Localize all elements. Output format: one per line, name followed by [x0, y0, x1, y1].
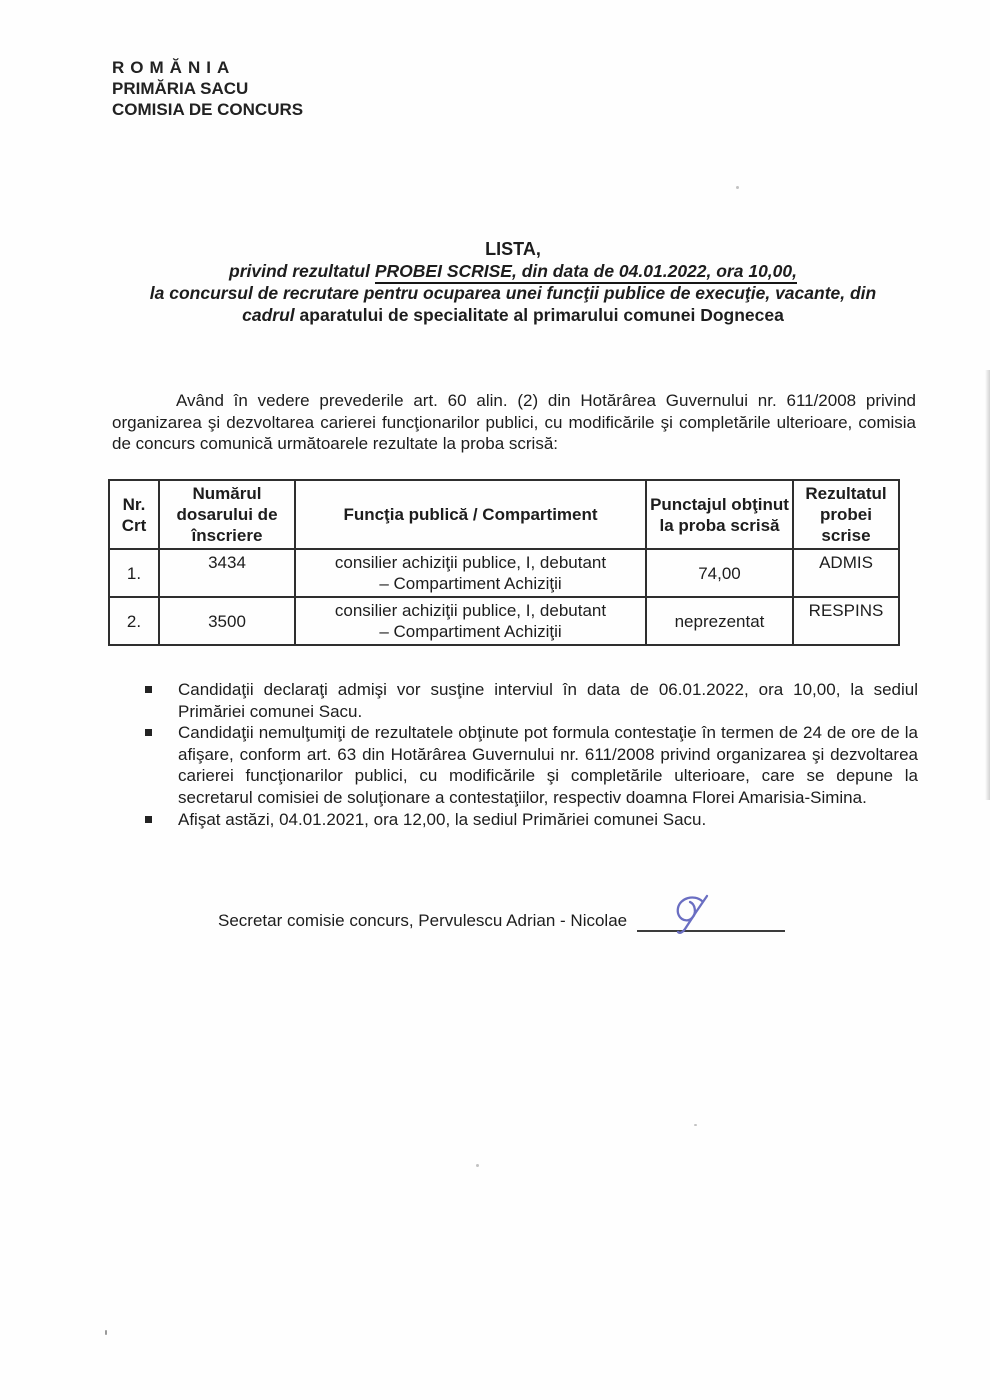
title-closing-line [36, 304, 990, 326]
note-afisare: Afişat astăzi, 04.01.2021, ora 12,00, la sediul Primăriei comunei Sacu. [178, 809, 707, 829]
scan-noise-speck [476, 1164, 479, 1167]
title-subject-underlined: PROBEI SCRISE, din data de 04.01.2022, ora 10,00, [375, 261, 797, 284]
note-interview: Candidaţii declaraţi admişi vor susţine interviul în data de 06.01.2022, ora 10,00, la sediul Primăriei comunei Sacu. [178, 680, 918, 721]
col-header-punctaj: Punctajul obţinut la proba scrisă [646, 480, 793, 549]
letterhead-institution: PRIMĂRIA SACU [112, 79, 249, 98]
handwritten-signature-mark [661, 892, 721, 940]
title-closing-rest: aparatului de specialitate al primarului comunei Dognecea [299, 305, 784, 325]
cell-punctaj: 74,00 [646, 549, 793, 597]
col-header-nr-crt: Nr. Crt [109, 480, 159, 549]
header-row [109, 480, 899, 549]
col-header-numar-dosar: Numărul dosarului de înscriere [159, 480, 295, 549]
title-heading: LISTA, [485, 239, 541, 259]
signature-line [218, 904, 785, 932]
list-item [145, 679, 918, 722]
title-subject-line [36, 260, 990, 282]
bullet-square-icon [145, 729, 152, 736]
cell-functia-line2: – Compartiment Achiziţii [379, 574, 562, 593]
title-subject-prefix: privind rezultatul [229, 261, 375, 281]
results-table [108, 479, 900, 646]
cell-functia-line2: – Compartiment Achiziţii [379, 622, 562, 641]
cell-punctaj: neprezentat [646, 597, 793, 645]
cell-dosar: 3500 [159, 597, 295, 645]
scan-noise-speck [736, 186, 739, 189]
cell-functia-line1: consilier achiziţii publice, I, debutant [334, 601, 607, 620]
bullet-square-icon [145, 686, 152, 693]
signature-label: Secretar comisie concurs, Pervulescu Adrian - Nicolae [218, 911, 628, 930]
cell-functia [295, 597, 646, 645]
list-item [145, 722, 918, 808]
cell-rezultat: RESPINS [793, 597, 899, 645]
signature-field [637, 904, 785, 932]
table-row [109, 549, 899, 597]
cell-rezultat: ADMIS [793, 549, 899, 597]
table-row [109, 597, 899, 645]
letterhead [112, 57, 303, 120]
title-context-line: la concursul de recrutare pentru ocuparea unei funcţii publice de execuţie, vacante, din [149, 283, 877, 303]
scan-edge-shadow [985, 370, 990, 800]
cell-functia [295, 549, 646, 597]
cell-nr: 1. [109, 549, 159, 597]
col-header-rezultat: Rezultatul probei scrise [793, 480, 899, 549]
cell-functia-line1: consilier achiziţii publice, I, debutant [334, 553, 607, 572]
cell-dosar: 3434 [159, 549, 295, 597]
document-title [36, 238, 990, 326]
scan-noise-speck [694, 1124, 697, 1126]
title-closing-italic: cadrul [242, 305, 300, 325]
results-table-header [109, 480, 899, 549]
letterhead-committee: COMISIA DE CONCURS [112, 100, 304, 119]
letterhead-country: ROMĂNIA [112, 58, 236, 77]
col-header-functia: Funcţia publică / Compartiment [295, 480, 646, 549]
notes-list [145, 679, 918, 830]
cell-nr: 2. [109, 597, 159, 645]
intro-paragraph: Având în vedere prevederile art. 60 alin. (2) din Hotărârea Guvernului nr. 611/2008 privind organizarea şi dezvoltarea carierei funcţionarilor publici, cu modificările şi completările ulterioare, comisia de concurs comunică următoarele rezultate la proba scrisă: [112, 391, 916, 454]
note-contestatie: Candidaţii nemulţumiţi de rezultatele obţinute pot formula contestaţie în termen de 24 de ore de la afişare, conform art. 63 din Hotărârea Guvernului nr. 611/2008 privind organizarea şi dezvoltarea carierei funcţionarilor publici, cu modificările şi completările ulterioare, care se depune la secretarul comisiei de soluţionare a contestaţiilor, respectiv doamna Florei Amarisia-Simina. [178, 723, 918, 807]
scan-noise-speck [105, 1330, 107, 1335]
list-item [145, 809, 918, 831]
bullet-square-icon [145, 816, 152, 823]
